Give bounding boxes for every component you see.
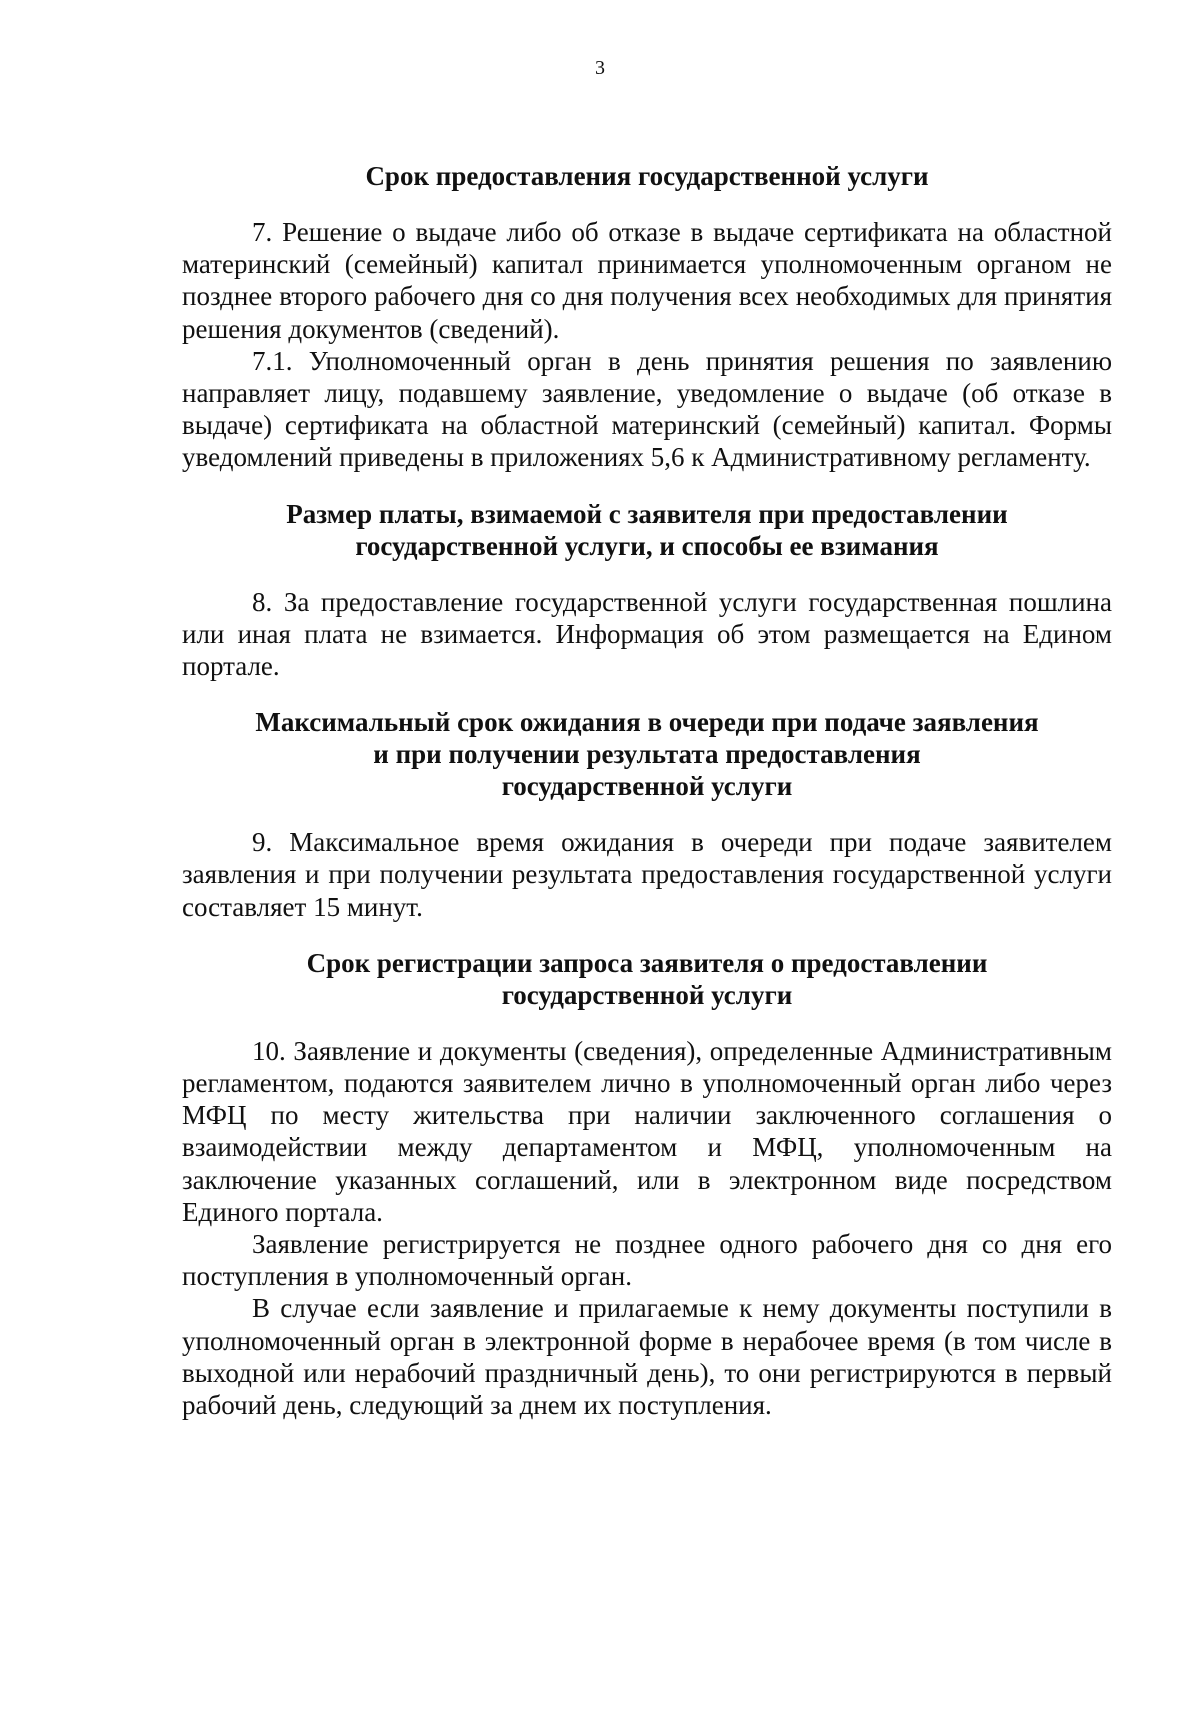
heading-line: Размер платы, взимаемой с заявителя при предоставлении xyxy=(286,498,1008,529)
section-heading: Срок предоставления государственной услуги xyxy=(365,161,929,191)
heading-line: Максимальный срок ожидания в очереди при подаче заявления xyxy=(255,707,1039,738)
section-heading xyxy=(182,498,1112,562)
paragraph: 10. Заявление и документы (сведения), определенные Административным регламентом, подаются заявителем лично в уполномоченный орган либо через МФЦ по месту жительства при наличии заключенного соглашения о взаимодействии между департаментом и МФЦ, уполномоченным на заключение указанных соглашений, или в электронном виде посредством Единого портала. xyxy=(182,1035,1112,1227)
section-queue-time xyxy=(182,706,1112,923)
paragraph: 7.1. Уполномоченный орган в день принятия решения по заявлению направляет лицу, подавшему заявление, уведомление о выдаче (об отказе в выдаче) сертификата на областной материнский (семейный) капитал. Формы уведомлений приведены в приложениях 5,6 к Административному регламенту. xyxy=(182,345,1112,473)
heading-line: Срок регистрации запроса заявителя о предоставлении xyxy=(306,947,988,978)
section-heading xyxy=(182,706,1112,802)
document-body xyxy=(182,160,1112,1421)
paragraph: 7. Решение о выдаче либо об отказе в выдаче сертификата на областной материнский (семейный) капитал принимается уполномоченным органом не позднее второго рабочего дня со дня получения всех необходимых для принятия решения документов (сведений). xyxy=(182,217,1112,344)
paragraph: Заявление регистрируется не позднее одного рабочего дня со дня его поступления в уполномоченный орган. xyxy=(182,1229,1112,1292)
page-number: 3 xyxy=(595,57,605,79)
heading-line: государственной услуги, и способы ее взимания xyxy=(355,530,939,561)
heading-line: государственной услуги xyxy=(501,771,793,802)
paragraph: 9. Максимальное время ожидания в очереди при подаче заявителем заявления и при получении результата предоставления государственной услуги составляет 15 минут. xyxy=(182,827,1112,922)
section-heading xyxy=(182,947,1112,1011)
section-registration xyxy=(182,947,1112,1421)
section-fee xyxy=(182,498,1112,683)
heading-line: и при получении результата предоставления xyxy=(373,739,921,770)
paragraph: В случае если заявление и прилагаемые к нему документы поступили в уполномоченный орган в электронной форме в нерабочее время (в том числе в выходной или нерабочий праздничный день), то они регистрируются в первый рабочий день, следующий за днем их поступления. xyxy=(182,1293,1112,1421)
heading-line: государственной услуги xyxy=(501,979,793,1010)
paragraph: 8. За предоставление государственной услуги государственная пошлина или иная плата не взимается. Информация об этом размещается на Едином портале. xyxy=(182,586,1112,682)
section-term xyxy=(182,160,1112,474)
